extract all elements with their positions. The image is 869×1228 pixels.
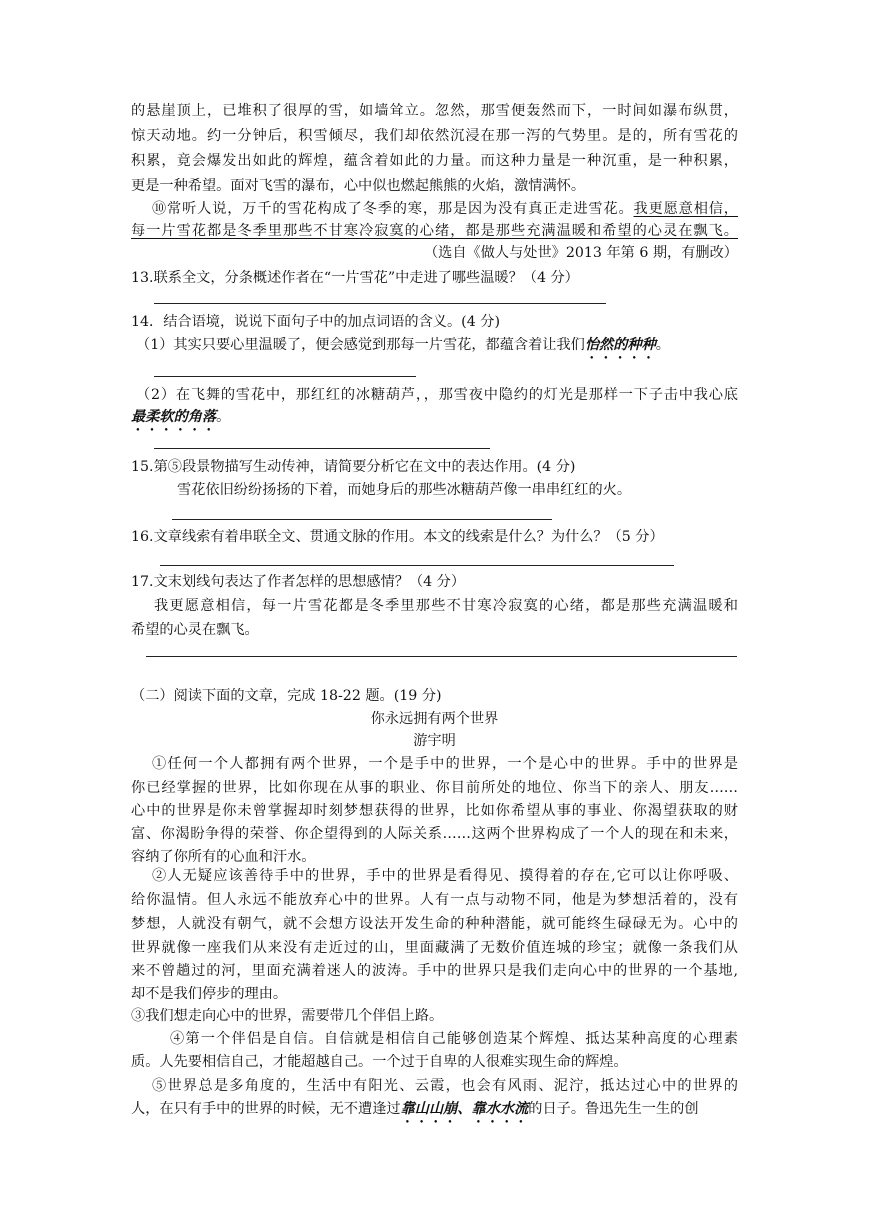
question-17-quote-line1: 我更愿意相信，每一片雪花都是冬季里那些不甘寒冷寂寞的心绪，都是那些充满温暖和 <box>154 598 738 614</box>
answer-line-q13[interactable] <box>154 303 606 304</box>
q14-2-dotted-words: 最柔软的角落 <box>131 409 217 425</box>
passage2-p2-line: 给你温情。但人永远不能放弃心中的世界。人有一点与动物不同，他是为梦想活着的，没有 <box>131 892 738 908</box>
passage1-source: （选自《做人与处世》2013 年第 6 期，有删改） <box>423 245 738 261</box>
passage2-p1-line: 心中的世界是你未曾掌握却时刻梦想获得的世界，比如你希望从事的事业、你渴望获取的财 <box>131 803 738 819</box>
q14-1-text: （1）其实只要心里温暖了，便会感觉到那每一片雪花，都蕴含着让我们 <box>136 337 585 353</box>
question-17: 17.文末划线句表达了作者怎样的思想感情？（4 分） <box>131 574 466 590</box>
question-14-1 <box>136 335 670 362</box>
passage2-p5-line2 <box>131 1099 699 1126</box>
q14-1-period: 。 <box>655 337 670 353</box>
answer-line-q16[interactable] <box>160 565 674 566</box>
passage2-p2-line: ②人无疑应该善待手中的世界，手中的世界是看得见、摸得着的存在,它可以让你呼吸、 <box>152 868 738 884</box>
passage1-p9-line: 惊天动地。约一分钟后，积雪倾尽，我们却依然沉浸在那一泻的气势里。是的，所有雪花的 <box>131 128 738 144</box>
q14-2-period: 。 <box>216 409 231 425</box>
passage2-p1-line: 容纳了你所有的心血和汗水。 <box>131 849 316 865</box>
passage2-intro: （二）阅读下面的文章，完成 18-22 题。(19 分) <box>131 688 442 704</box>
passage1-p9-line: 积累，竟会爆发出如此的辉煌，蕴含着如此的力量。而这种力量是一种沉重，是一种积累， <box>131 153 738 169</box>
passage1-p9-line: 更是一种希望。面对飞雪的瀑布，心中似也燃起熊熊的火焰，激情满怀。 <box>131 178 586 194</box>
answer-line-q15[interactable] <box>172 519 552 520</box>
passage2-p1-line: ①任何一个人都拥有两个世界，一个是手中的世界，一个是心中的世界。手中的世界是 <box>152 756 738 772</box>
p10-underlined-text: 我更愿意相信， <box>633 201 738 217</box>
question-13: 13.联系全文，分条概述作者在“一片雪花”中走进了哪些温暖？（4 分） <box>131 270 579 286</box>
passage2-p1-line: 你已经掌握的世界，比如你现在从事的职业、你目前所处的地位、你当下的亲人、朋友…… <box>131 780 738 796</box>
p5-text-pre: 人，在只有手中的世界的时候，无不遭逢过 <box>131 1101 401 1117</box>
passage2-title: 你永远拥有两个世界 <box>370 711 499 727</box>
answer-line-q14-1[interactable] <box>154 376 416 377</box>
passage2-p1-line: 富、你渴盼争得的荣誉、你企望得到的人际关系……这两个世界构成了一个人的现在和未来， <box>131 826 738 842</box>
passage2-p3: ③我们想走向心中的世界，需要带几个伴侣上路。 <box>131 1008 444 1024</box>
question-14-2-line1: （2）在飞舞的雪花中，那红红的冰糖葫芦，，那雪夜中隐约的灯光是那样一下子击中我心底 <box>136 387 738 403</box>
answer-line-q17[interactable] <box>146 656 737 657</box>
answer-line-q14-2[interactable] <box>154 448 490 449</box>
passage2-p2-line: 梦想，人就没有朝气，就不会想方设法开发生命的种种潜能，就可能终生碌碌无为。心中的 <box>131 916 738 932</box>
question-15-quote: 雪花依旧纷纷扬扬的下着，而她身后的那些冰糖葫芦像一串串红红的火。 <box>177 482 632 498</box>
passage2-p2-line: 来不曾趟过的河，里面充满着迷人的波涛。手中的世界只是我们走向心中的世界的一个基地, <box>131 963 738 979</box>
question-15: 15.第⑤段景物描写生动传神，请简要分析它在文中的表达作用。(4 分) <box>131 459 576 475</box>
passage2-p4-line: ④第一个伴侣是自信。自信就是相信自己能够创造某个辉煌、抵达某种高度的心理素 <box>170 1031 738 1047</box>
passage1-p9-line: 的悬崖顶上，已堆积了很厚的雪，如墙耸立。忽然，那雪便轰然而下，一时间如瀑布纵贯， <box>131 103 738 119</box>
question-16: 16.文章线索有着串联全文、贯通文脉的作用。本文的线索是什么？为什么？（5 分） <box>131 529 664 545</box>
p5-text-post: 的日子。鲁迅先生一生的创 <box>528 1101 699 1117</box>
q14-1-dotted-words: 怡然的种种 <box>584 337 656 353</box>
passage2-p4-line: 质。人先要相信自己，才能超越自己。一个过于自卑的人很难实现生命的辉煌。 <box>131 1054 628 1070</box>
question-14: 14．结合语境，说说下面句子中的加点词语的含义。(4 分) <box>131 314 500 330</box>
p10-plain-text: ⑩常听人说，万千的雪花构成了冬季的寒，那是因为没有真正走进雪花。 <box>152 201 634 217</box>
passage2-p2-line: 却不是我们停步的理由。 <box>131 986 288 1002</box>
passage1-p10-line1 <box>152 199 738 219</box>
passage2-p2-line: 世界就像一座我们从来没有走近过的山，里面藏满了无数价值连城的珍宝；就像一条我们从 <box>131 940 738 956</box>
passage2-p5-line1: ⑤世界总是多角度的，生活中有阳光、云霞，也会有风雨、泥泞，抵达过心中的世界的 <box>152 1078 738 1094</box>
p5-dotted-words: 靠山山崩、靠水水流 <box>400 1101 529 1117</box>
question-14-2-line2 <box>131 407 230 434</box>
passage2-author: 游宇明 <box>413 733 456 749</box>
question-17-quote-line2: 希望的心灵在飘飞。 <box>131 622 259 638</box>
passage1-p10-line2: 每一片雪花都是冬季里那些不甘寒冷寂寞的心绪，都是那些充满温暖和希望的心灵在飘飞。 <box>131 223 738 239</box>
